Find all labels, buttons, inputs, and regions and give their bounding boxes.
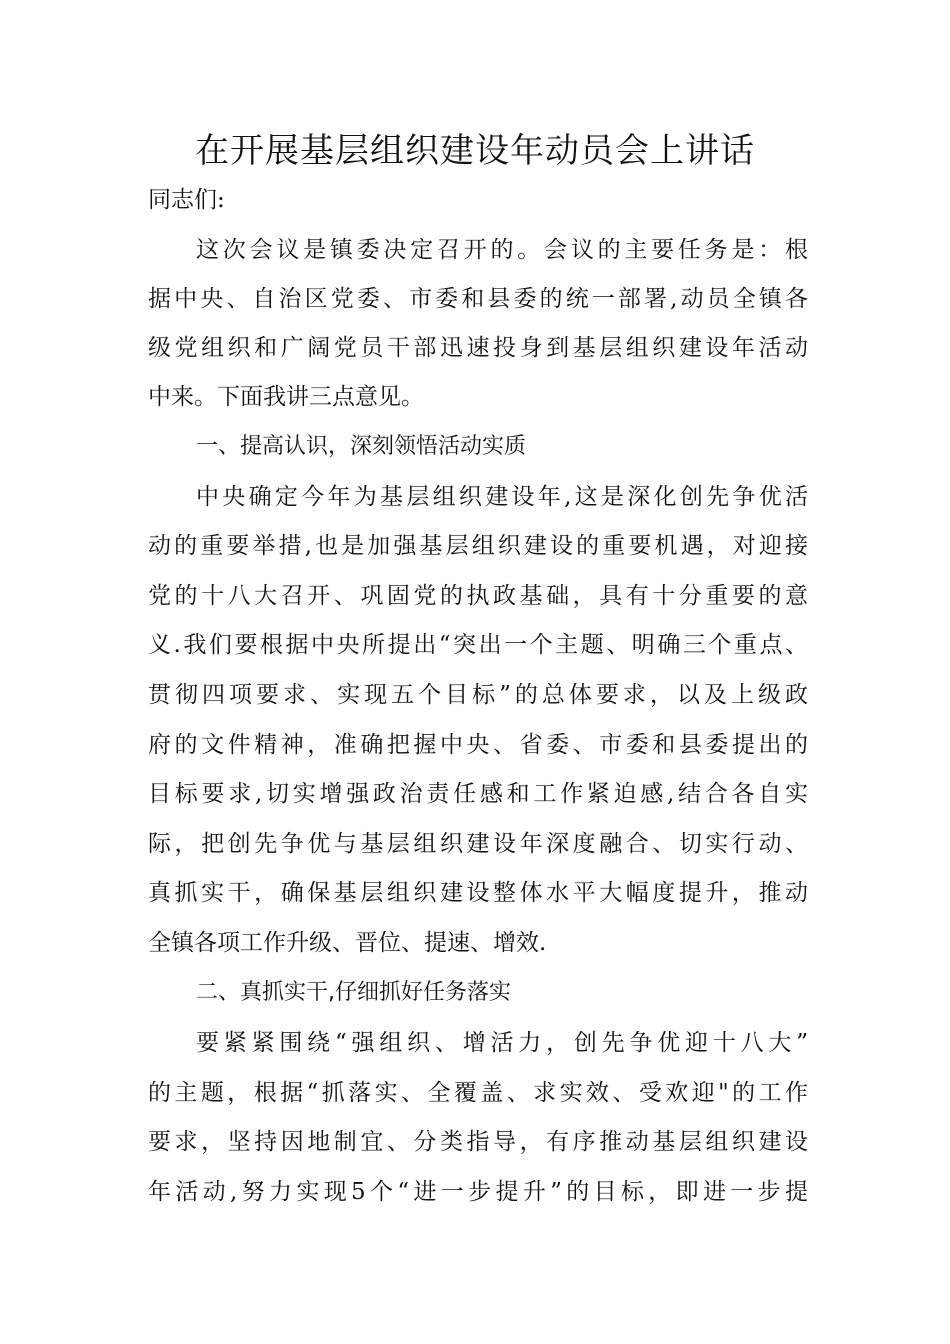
document-title: 在开展基层组织建设年动员会上讲话 [195,131,755,171]
section-1-line: 义.我们要根据中央所提出“突出一个主题、明确三个重点、 [148,632,808,658]
section-1-line: 全镇各项工作升级、晋位、提速、增效. [148,930,547,956]
section-1-line: 府的文件精神，准确把握中央、省委、市委和县委提出的 [148,732,808,758]
intro-line: 这次会议是镇委决定召开的。会议的主要任务是：根 [196,237,808,263]
section-1-line: 中央确定今年为基层组织建设年,这是深化创先争优活 [196,484,808,510]
section-1-line: 贯彻四项要求、实现五个目标”的总体要求，以及上级政 [148,682,808,708]
section-1-line: 动的重要举措,也是加强基层组织建设的重要机遇，对迎接 [148,533,808,559]
section-2-heading: 二、真抓实干,仔细抓好任务落实 [196,980,511,1005]
intro-line: 级党组织和广阔党员干部迅速投身到基层组织建设年活动 [148,335,808,361]
section-2-line: 的主题，根据“抓落实、全覆盖、求实效、受欢迎"的工作 [148,1080,808,1106]
section-1-line: 际，把创先争优与基层组织建设年深度融合、切实行动、 [148,831,808,857]
intro-line: 据中央、自治区党委、市委和县委的统一部署,动员全镇各 [148,286,808,312]
section-2-line: 要求，坚持因地制宜、分类指导，有序推动基层组织建设 [148,1129,808,1155]
section-1-heading: 一、提高认识，深刻领悟活动实质 [196,434,527,459]
salutation: 同志们: [148,187,225,213]
section-1-line: 党的十八大召开、巩固党的执政基础，具有十分重要的意 [148,583,808,609]
intro-line: 中来。下面我讲三点意见。 [148,384,424,410]
section-1-line: 目标要求,切实增强政治责任感和工作紧迫感,结合各自实 [148,781,808,807]
section-2-line: 年活动,努力实现5个“进一步提升”的目标，即进一步提 [148,1179,808,1205]
section-2-line: 要紧紧围绕“强组织、增活力，创先争优迎十八大” [196,1030,808,1056]
section-1-line: 真抓实干，确保基层组织建设整体水平大幅度提升，推动 [148,880,808,906]
